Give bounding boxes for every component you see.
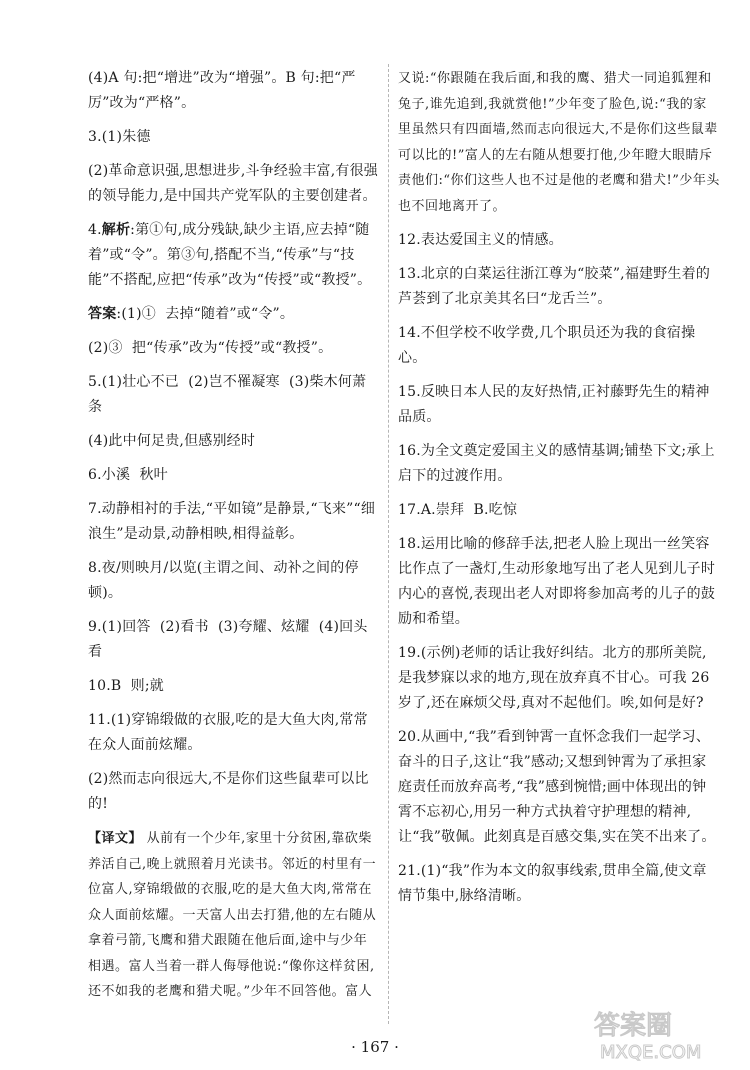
right-paragraph: 20.从画中,“我”看到钟霄一直怀念我们一起学习、奋斗的日子,这让“我”感动;又想到钟霄为了承担家庭责任而放弃高考,“我”感到惋惜;画中体现出的钟霄不忘初心,用另一种方式执着守护理想的精神,让“我”敬佩。此刻真是百感交集,实在笑不出来了。 <box>398 729 716 845</box>
right-paragraph: 13.北京的白菜运往浙江尊为“胶菜”,福建野生着的芦荟到了北京美其名曰“龙舌兰”。 <box>398 266 711 307</box>
watermark-url: MXQE.COM <box>600 1042 702 1063</box>
right-paragraph: 15.反映日本人民的友好热情,正衬藤野先生的精神品质。 <box>398 384 710 425</box>
right-paragraph: 14.不但学校不收学费,几个职员还为我的食宿操心。 <box>398 325 696 366</box>
left-paragraph: 5.(1)壮心不已 (2)岂不罹凝寒 (3)柴木何萧条 <box>88 374 367 415</box>
watermark-logo <box>586 1004 736 1066</box>
left-paragraph: 11.(1)穿锦缎做的衣服,吃的是大鱼大肉,常常在众人面前炫耀。 <box>88 712 368 753</box>
right-column <box>398 66 720 918</box>
left-paragraph: 3.(1)朱德 <box>88 129 151 145</box>
page-number: · 167 · <box>351 1038 399 1056</box>
right-paragraph: 18.运用比喻的修辞手法,把老人脸上现出一丝笑容比作点了一盏灯,生动形象地写出了老人见到儿子时内心的喜悦,表现出老人对即将参加高考的儿子的鼓励和希望。 <box>398 536 716 627</box>
left-paragraph: (2)然而志向很远大,不是你们这些鼠辈可以比的! <box>88 771 369 812</box>
left-column <box>88 66 380 1014</box>
section-label: 【译文】 <box>88 831 143 846</box>
left-paragraph: 9.(1)回答 (2)看书 (3)夸耀、炫耀 (4)回头看 <box>88 619 368 660</box>
section-label: 答案 <box>88 306 117 322</box>
right-paragraph: 16.为全文奠定爱国主义的感情基调;铺垫下文;承上启下的过渡作用。 <box>398 443 715 484</box>
left-paragraph: (2)③ 把“传承”改为“传授”或“教授”。 <box>88 340 333 356</box>
section-label: 解析 <box>101 222 131 238</box>
left-paragraph: 7.动静相衬的手法,“平如镜”是静景,“飞来”“细浪生”是动景,动静相映,相得益彰。 <box>88 501 376 542</box>
left-paragraph: (4)此中何足贵,但感别经时 <box>88 433 256 449</box>
column-divider <box>388 64 389 1024</box>
right-paragraph: 又说:“你跟随在我后面,和我的鹰、猎犬一同追狐狸和兔子,谁先追到,我就赏他!”少年变了脸色,说:“我的家里虽然只有四面墙,然而志向很远大,不是你们这些鼠辈可以比的!”富人的左右随从想要打他,少年瞪大眼睛斥责他们:“你们这些人也不过是他的老鹰和猎犬!”少年头也不回地离开了。 <box>398 71 720 214</box>
watermark-title: 答案圈 <box>594 1011 673 1041</box>
left-paragraph: (4)A 句:把“增进”改为“增强”。B 句:把“严厉”改为“严格”。 <box>88 70 356 111</box>
left-paragraph: 8.夜/则映月/以览(主谓之间、动补之间的停顿)。 <box>88 560 359 601</box>
left-paragraph: 4.解析:第①句,成分残缺,缺少主语,应去掉“随着”或“令”。第③句,搭配不当,“传承”与“技能”不搭配,应把“传承”改为“传授”或“教授”。 <box>88 222 372 288</box>
right-paragraph: 17.A.崇拜 B.吃惊 <box>398 502 518 518</box>
right-paragraph: 19.(示例)老师的话让我好纠结。北方的那所美院,是我梦寐以求的地方,现在放弃真不甘心。可我 26 岁了,还在麻烦父母,真对不起他们。唉,如何是好? <box>398 645 715 711</box>
right-paragraph: 12.表达爱国主义的情感。 <box>398 232 563 248</box>
left-paragraph: 答案:(1)① 去掉“随着”或“令”。 <box>88 306 295 322</box>
left-paragraph: (2)革命意识强,思想进步,斗争经验丰富,有很强的领导能力,是中国共产党军队的主要创建者。 <box>88 163 378 204</box>
left-paragraph: 6.小溪 秋叶 <box>88 467 168 483</box>
right-paragraph: 21.(1)“我”作为本文的叙事线索,贯串全篇,使文章情节集中,脉络清晰。 <box>398 863 707 904</box>
left-paragraph: 10.B 则;就 <box>88 678 164 694</box>
left-paragraph: 【译文】 从前有一个少年,家里十分贫困,靠砍柴养活自己,晚上就照着月光读书。邻近的村里有一位富人,穿锦缎做的衣服,吃的是大鱼大肉,常常在众人面前炫耀。一天富人出去打猎,他的左右随从拿着弓箭,飞鹰和猎犬跟随在他后面,途中与少年相遇。富人当着一群人侮辱他说:“像你这样贫困,还不如我的老鹰和猎犬呢。”少年不回答他。富人 <box>88 831 377 999</box>
